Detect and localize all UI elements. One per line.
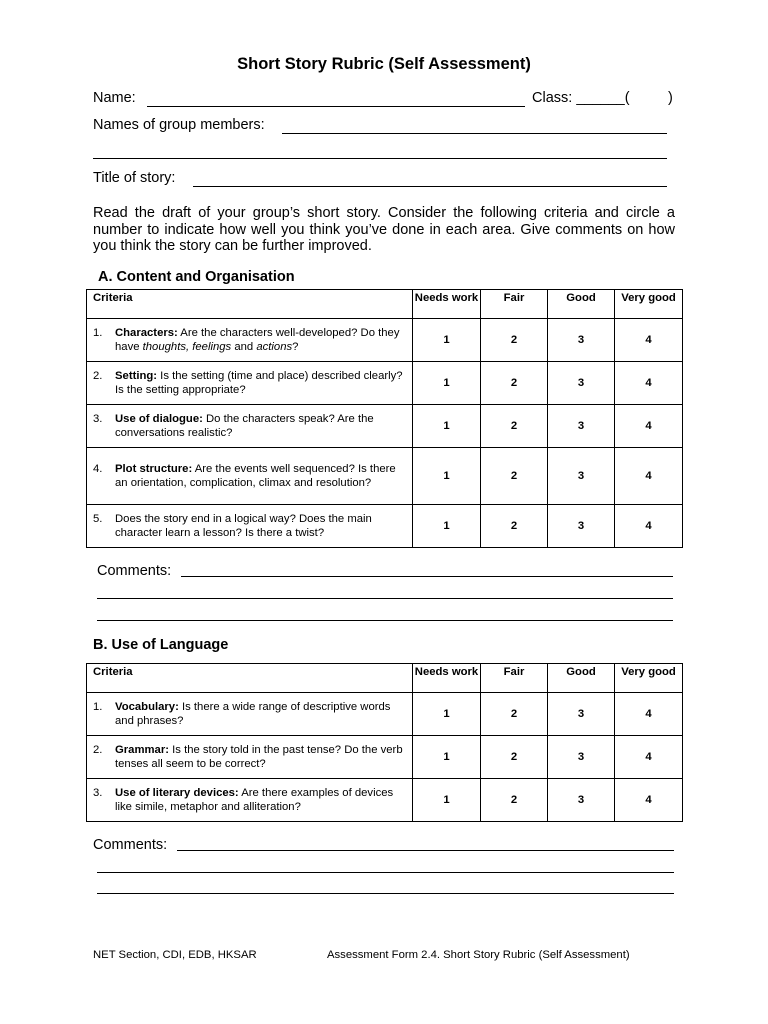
score-4[interactable]: 4: [615, 505, 683, 548]
criterion-heading: Setting:: [115, 370, 158, 382]
score-4[interactable]: 4: [615, 405, 683, 448]
item-number: 5.: [93, 513, 103, 525]
header-good: Good: [548, 664, 615, 693]
item-number: 3.: [93, 787, 103, 799]
criterion-text: ?: [292, 341, 299, 353]
score-4[interactable]: 4: [615, 362, 683, 405]
item-number: 3.: [93, 413, 103, 425]
section-b-comments-line-3[interactable]: [97, 893, 674, 894]
criterion-ending: [87, 505, 413, 548]
score-1[interactable]: 1: [413, 362, 481, 405]
score-1[interactable]: 1: [413, 319, 481, 362]
criterion-text: Does the story end in a logical way? Does the main character learn a lesson? Is there a twist?: [115, 513, 372, 539]
score-3[interactable]: 3: [548, 362, 615, 405]
score-2[interactable]: 2: [481, 505, 548, 548]
header-criteria: Criteria: [87, 290, 413, 319]
table-header-row: [87, 664, 683, 693]
group-members-field[interactable]: [282, 133, 667, 134]
table-row: [87, 736, 683, 779]
group-members-label: Names of group members:: [93, 117, 265, 133]
table-row: [87, 779, 683, 822]
score-1[interactable]: 1: [413, 736, 481, 779]
criterion-italic: actions: [256, 341, 293, 353]
criterion-italic: thoughts, feelings: [142, 341, 232, 353]
criterion-text: Are the characters well-developed? Do they have: [115, 327, 400, 353]
score-2[interactable]: 2: [481, 779, 548, 822]
table-row: [87, 693, 683, 736]
criterion-literary-devices: [87, 779, 413, 822]
score-3[interactable]: 3: [548, 319, 615, 362]
criterion-heading: Use of dialogue:: [115, 413, 203, 425]
criterion-heading: Grammar:: [115, 744, 169, 756]
criterion-text: Are there examples of devices like simile, metaphor and alliteration?: [115, 787, 394, 813]
section-a-table: [86, 289, 683, 548]
score-2[interactable]: 2: [481, 693, 548, 736]
score-1[interactable]: 1: [413, 693, 481, 736]
item-number: 1.: [93, 327, 103, 339]
criterion-heading: Vocabulary:: [115, 701, 179, 713]
table-row: [87, 319, 683, 362]
header-needs-work: Needs work: [413, 290, 481, 319]
criterion-dialogue: [87, 405, 413, 448]
table-row: [87, 405, 683, 448]
name-label: Name:: [93, 90, 136, 106]
section-a-comments-line-2[interactable]: [97, 598, 673, 599]
header-very-good: Very good: [615, 664, 683, 693]
section-a-comments-line-3[interactable]: [97, 620, 673, 621]
criterion-heading: Use of literary devices:: [115, 787, 239, 799]
score-4[interactable]: 4: [615, 779, 683, 822]
criterion-text: Do the characters speak? Are the conversations realistic?: [115, 413, 374, 439]
score-4[interactable]: 4: [615, 736, 683, 779]
page-title: Short Story Rubric (Self Assessment): [237, 55, 531, 73]
score-2[interactable]: 2: [481, 405, 548, 448]
table-row: [87, 362, 683, 405]
name-field[interactable]: [147, 106, 525, 107]
group-members-field-2[interactable]: [93, 158, 667, 159]
criterion-text: Is there a wide range of descriptive words and phrases?: [115, 701, 391, 727]
header-criteria: Criteria: [87, 664, 413, 693]
criterion-characters: [87, 319, 413, 362]
criterion-text: and: [231, 341, 257, 353]
score-4[interactable]: 4: [615, 319, 683, 362]
section-b-title: B. Use of Language: [93, 637, 229, 653]
score-3[interactable]: 3: [548, 505, 615, 548]
score-2[interactable]: 2: [481, 736, 548, 779]
header-good: Good: [548, 290, 615, 319]
score-2[interactable]: 2: [481, 319, 548, 362]
criterion-plot-structure: [87, 448, 413, 505]
score-2[interactable]: 2: [481, 362, 548, 405]
section-b-comments-line-2[interactable]: [97, 872, 674, 873]
score-1[interactable]: 1: [413, 779, 481, 822]
criterion-text: Is the story told in the past tense? Do the verb tenses all seem to be correct?: [115, 744, 403, 770]
header-needs-work: Needs work: [413, 664, 481, 693]
item-number: 1.: [93, 701, 103, 713]
score-1[interactable]: 1: [413, 505, 481, 548]
score-1[interactable]: 1: [413, 448, 481, 505]
score-3[interactable]: 3: [548, 736, 615, 779]
story-title-label: Title of story:: [93, 170, 176, 186]
section-a-comments-label: Comments:: [97, 563, 172, 579]
score-1[interactable]: 1: [413, 405, 481, 448]
criterion-heading: Characters:: [115, 327, 178, 339]
footer-right: Assessment Form 2.4. Short Story Rubric (Self Assessment): [327, 949, 630, 961]
table-row: [87, 448, 683, 505]
section-b-comments-label: Comments:: [93, 837, 168, 853]
section-a-title: A. Content and Organisation: [98, 269, 295, 285]
score-2[interactable]: 2: [481, 448, 548, 505]
section-b-table: [86, 663, 683, 822]
criterion-vocabulary: [87, 693, 413, 736]
class-close: ): [668, 90, 673, 106]
item-number: 4.: [93, 463, 103, 475]
item-number: 2.: [93, 370, 103, 382]
criterion-heading: Plot structure:: [115, 463, 193, 475]
header-fair: Fair: [481, 290, 548, 319]
score-4[interactable]: 4: [615, 448, 683, 505]
criterion-setting: [87, 362, 413, 405]
instructions: Read the draft of your group’s short story. Consider the following criteria and circle a number to indicate how well you think you’ve done in each area. Give comments on how you think the story can be further improved.: [93, 205, 675, 254]
section-a-comments-line-1[interactable]: [181, 576, 673, 577]
class-label: Class: ______(: [532, 90, 630, 106]
score-4[interactable]: 4: [615, 693, 683, 736]
section-b-comments-line-1[interactable]: [177, 850, 674, 851]
criterion-grammar: [87, 736, 413, 779]
criterion-text: Are the events well sequenced? Is there an orientation, complication, climax and resolution?: [115, 463, 396, 489]
score-3[interactable]: 3: [548, 779, 615, 822]
footer-left: NET Section, CDI, EDB, HKSAR: [93, 949, 257, 961]
score-3[interactable]: 3: [548, 448, 615, 505]
header-fair: Fair: [481, 664, 548, 693]
score-3[interactable]: 3: [548, 693, 615, 736]
criterion-text: Is the setting (time and place) described clearly? Is the setting appropriate?: [115, 370, 403, 396]
score-3[interactable]: 3: [548, 405, 615, 448]
table-header-row: [87, 290, 683, 319]
story-title-field[interactable]: [193, 186, 667, 187]
table-row: [87, 505, 683, 548]
item-number: 2.: [93, 744, 103, 756]
header-very-good: Very good: [615, 290, 683, 319]
